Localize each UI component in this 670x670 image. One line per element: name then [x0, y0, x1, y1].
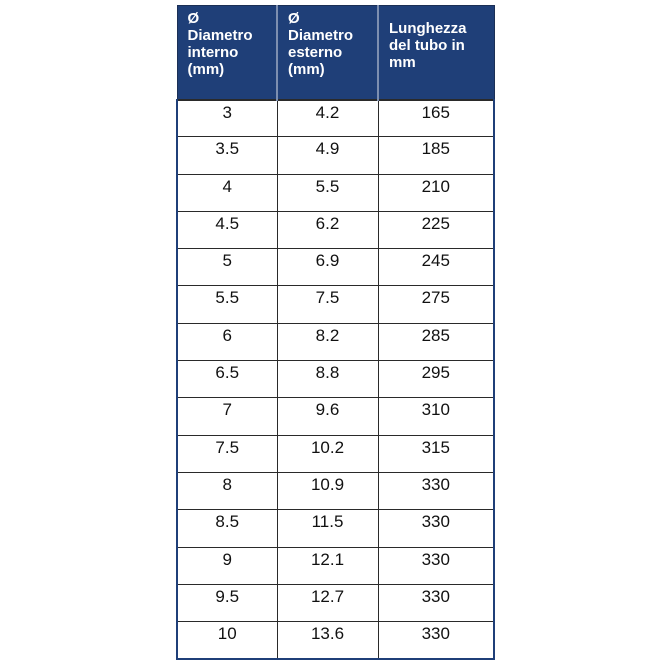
inner-diameter-cell: 10 — [177, 622, 277, 659]
header-line: Diametro — [187, 27, 253, 44]
tube-length-cell: 165 — [378, 100, 494, 137]
table-row — [177, 323, 494, 360]
header-inner-diameter — [177, 6, 277, 100]
outer-diameter-cell: 10.2 — [277, 435, 378, 472]
tube-length-cell: 330 — [378, 547, 494, 584]
table-row — [177, 547, 494, 584]
inner-diameter-cell: 6 — [177, 323, 277, 360]
table-row — [177, 286, 494, 323]
table-row — [177, 249, 494, 286]
outer-diameter-cell: 8.8 — [277, 361, 378, 398]
tube-length-cell: 185 — [378, 137, 494, 174]
outer-diameter-cell: 4.9 — [277, 137, 378, 174]
outer-diameter-cell: 6.2 — [277, 211, 378, 248]
inner-diameter-cell: 8 — [177, 472, 277, 509]
header-line: (mm) — [288, 61, 325, 78]
inner-diameter-cell: 5.5 — [177, 286, 277, 323]
inner-diameter-cell: 3.5 — [177, 137, 277, 174]
table-row — [177, 622, 494, 659]
table-row — [177, 361, 494, 398]
outer-diameter-cell: 5.5 — [277, 174, 378, 211]
outer-diameter-cell: 10.9 — [277, 472, 378, 509]
outer-diameter-cell: 4.2 — [277, 100, 378, 137]
tube-length-cell: 330 — [378, 472, 494, 509]
outer-diameter-cell: 12.1 — [277, 547, 378, 584]
tube-length-cell: 310 — [378, 398, 494, 435]
inner-diameter-cell: 4.5 — [177, 211, 277, 248]
header-line: mm — [389, 54, 416, 71]
header-tube-length — [378, 6, 494, 100]
inner-diameter-cell: 6.5 — [177, 361, 277, 398]
outer-diameter-cell: 8.2 — [277, 323, 378, 360]
tube-length-cell: 295 — [378, 361, 494, 398]
header-line: Diametro — [288, 27, 354, 44]
inner-diameter-cell: 7.5 — [177, 435, 277, 472]
tube-length-cell: 225 — [378, 211, 494, 248]
table-row — [177, 211, 494, 248]
outer-diameter-cell: 13.6 — [277, 622, 378, 659]
diameter-symbol: Ø — [288, 10, 300, 27]
outer-diameter-cell: 9.6 — [277, 398, 378, 435]
table-row — [177, 472, 494, 509]
table-row — [177, 398, 494, 435]
header-row — [177, 6, 494, 100]
header-line: (mm) — [187, 61, 225, 78]
outer-diameter-cell: 12.7 — [277, 584, 378, 621]
outer-diameter-cell: 6.9 — [277, 249, 378, 286]
inner-diameter-cell: 8.5 — [177, 510, 277, 547]
inner-diameter-cell: 7 — [177, 398, 277, 435]
inner-diameter-cell: 4 — [177, 174, 277, 211]
table-row — [177, 584, 494, 621]
table-header — [177, 6, 494, 100]
tube-length-cell: 330 — [378, 622, 494, 659]
table-row — [177, 174, 494, 211]
header-line: Lunghezza — [389, 20, 467, 37]
tube-length-cell: 315 — [378, 435, 494, 472]
tube-length-cell: 210 — [378, 174, 494, 211]
inner-diameter-cell: 3 — [177, 100, 277, 137]
header-line: esterno — [288, 44, 343, 61]
outer-diameter-cell: 11.5 — [277, 510, 378, 547]
header-line: del tubo in — [389, 37, 465, 54]
inner-diameter-cell: 5 — [177, 249, 277, 286]
tube-length-cell: 330 — [378, 584, 494, 621]
tube-length-cell: 285 — [378, 323, 494, 360]
header-outer-diameter — [277, 6, 378, 100]
inner-diameter-cell: 9 — [177, 547, 277, 584]
table-row — [177, 137, 494, 174]
table-body — [177, 100, 494, 659]
tube-length-cell: 245 — [378, 249, 494, 286]
table-row — [177, 510, 494, 547]
diameter-symbol: Ø — [187, 10, 200, 27]
outer-diameter-cell: 7.5 — [277, 286, 378, 323]
inner-diameter-cell: 9.5 — [177, 584, 277, 621]
tube-length-cell: 330 — [378, 510, 494, 547]
tube-length-cell: 275 — [378, 286, 494, 323]
table-row — [177, 100, 494, 137]
header-line: interno — [187, 44, 239, 61]
tube-dimensions-table — [176, 5, 495, 660]
table-row — [177, 435, 494, 472]
